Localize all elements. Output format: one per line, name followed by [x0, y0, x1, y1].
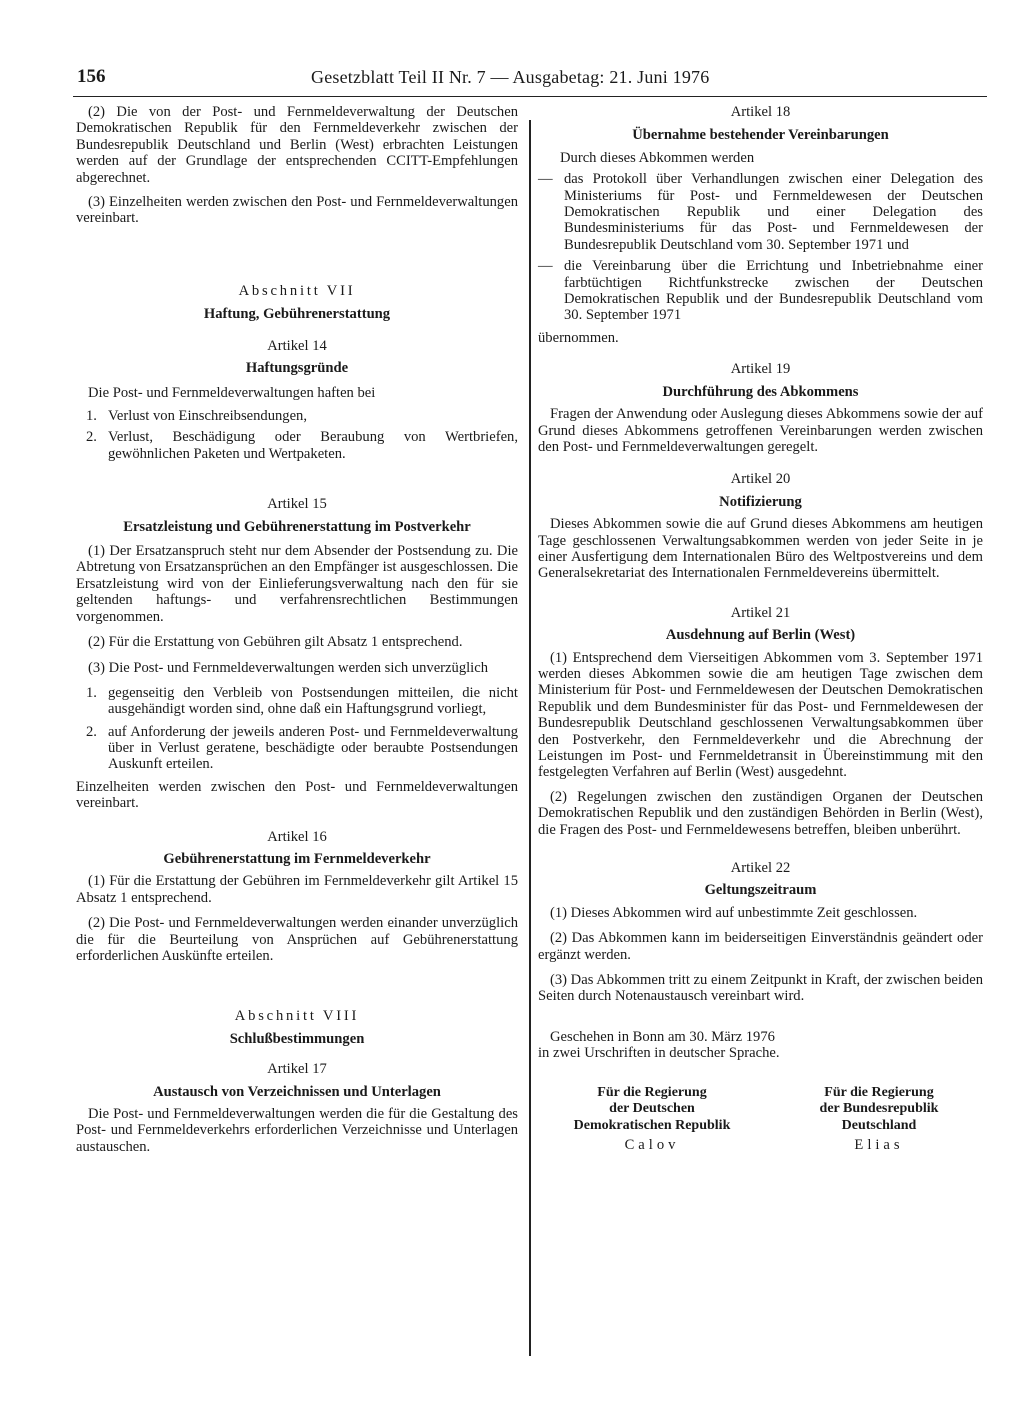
section-7-label: Abschnitt VII — [238, 282, 356, 299]
signature-block — [538, 1085, 983, 1154]
article-20-title: Notifizierung — [719, 493, 802, 510]
article-13-paragraph-2: (2) Die von der Post- und Fernmeldeverwaltung der Deutschen Demokratischen Republik für den Fernmeldeverkehr zwischen der Bundesrepublik Deutschland und Berlin (West) erbrachten Leistungen werden auf der Grundlage der entsprechenden CCITT-Empfehlungen abgerechnet. — [76, 104, 518, 186]
article-18-title: Übernahme bestehender Vereinbarungen — [632, 127, 889, 144]
article-19-title: Durchführung des Abkommens — [662, 383, 859, 400]
article-17-title: Austausch von Verzeichnissen und Unterlagen — [153, 1083, 441, 1100]
signatory-name: Calov — [624, 1137, 680, 1154]
page-number: 156 — [77, 66, 106, 87]
running-title: Gesetzblatt Teil II Nr. 7 — Ausgabetag: 21. Juni 1976 — [311, 67, 710, 87]
article-15-paragraph-2: (2) Für die Erstattung von Gebühren gilt Absatz 1 entsprechend. — [88, 633, 463, 650]
article-17-text: Die Post- und Fernmeldeverwaltungen werden die für die Gestaltung des Post- und Fernmeldeverkehrs erforderlichen Verzeichnisse und Unterlagen austauschen. — [76, 1106, 518, 1155]
article-15-title: Ersatzleistung und Gebührenerstattung im Postverkehr — [123, 518, 471, 535]
article-14-title: Haftungsgründe — [245, 360, 349, 377]
article-21-paragraph-1: (1) Entsprechend dem Vierseitigen Abkommen vom 3. September 1971 werden dieses Abkommen sowie die am heutigen Tage zwischen dem Ministerium für Post- und Fernmeldewesen der Deutschen Demokratischen Republik und dem Bundesminister für das Post- und Fernmeldewesen der Bundesrepublik Deutschland geschlossenen Verwaltungsabkommen über den Postverkehr, den Fernmeldeverkehr und die Abrechnung der Leistungen im Post- und Fernmeldetransit in Übereinstimmung mit den festgelegten Verfahren auf Berlin (West) ausgedehnt. — [538, 649, 983, 781]
article-13-paragraph-3: (3) Einzelheiten werden zwischen den Post- und Fernmeldeverwaltungen vereinbart. — [76, 194, 518, 227]
section-7-title: Haftung, Gebührenerstattung — [203, 306, 391, 323]
left-column — [76, 104, 518, 1155]
article-16-title: Gebührenerstattung im Fernmeldeverkehr — [163, 851, 431, 867]
article-18-intro: Durch dieses Abkommen werden — [560, 149, 755, 166]
list-item: — das Protokoll über Verhandlungen zwischen einer Delegation des Ministeriums für Post- und Fernmeldewesen der Deutschen Demokratischen Republik und einer Delegation des Bundesministeriums für das Post- und Fernmeldewesen der Bundesrepublik Deutschland vom 30. September 1971 und — [538, 171, 983, 253]
article-22-title: Geltungszeitraum — [704, 882, 817, 899]
article-15-paragraph-1: (1) Der Ersatzanspruch steht nur dem Absender der Postsendung zu. Die Abtretung von Ersatzansprüchen an den Empfänger ist ausgeschlossen. Die Ersatzleistung wird von der Einlieferungsverwaltung nach den für sie geltenden haftungs- und verfahrensrechtlichen Bestimmungen vorgenommen. — [76, 542, 518, 625]
article-21-title: Ausdehnung auf Berlin (West) — [665, 627, 856, 644]
article-20-label: Artikel 20 — [730, 471, 791, 488]
article-17-label: Artikel 17 — [267, 1061, 327, 1078]
article-15-closing: Einzelheiten werden zwischen den Post- und Fernmeldeverwaltungen vereinbart. — [76, 778, 518, 812]
article-16-label: Artikel 16 — [267, 828, 327, 845]
signature-gdr: Für die Regierung der Deutschen Demokratischen Republik Calov — [552, 1085, 752, 1154]
list-item: 1. Verlust von Einschreibsendungen, — [86, 407, 308, 424]
article-18-label: Artikel 18 — [730, 104, 791, 120]
section-8-title: Schlußbestimmungen — [229, 1030, 365, 1047]
article-14-intro: Die Post- und Fernmeldeverwaltungen haften bei — [88, 385, 376, 402]
article-22-paragraph-2: (2) Das Abkommen kann im beiderseitigen Einverständnis geändert oder ergänzt werden. — [538, 930, 983, 963]
article-22-paragraph-1: (1) Dieses Abkommen wird auf unbestimmte Zeit geschlossen. — [550, 904, 918, 921]
list-item: 2. auf Anforderung der jeweils anderen Post- und Fernmeldeverwaltung über in Verlust geratene, beschädigte oder beraubte Postsendungen Auskunft erteilen. — [86, 723, 518, 773]
article-15-label: Artikel 15 — [267, 496, 327, 513]
list-item: — die Vereinbarung über die Errichtung und Inbetriebnahme einer farbtüchtigen Richtfunkstrecke zwischen der Deutschen Demokratischen Republik und der Bundesrepublik Deutschland vom 30. September 1971 — [538, 258, 983, 324]
article-14-label: Artikel 14 — [267, 337, 327, 354]
signing-place-date: Geschehen in Bonn am 30. März 1976 in zwei Urschriften in deutscher Sprache. — [538, 1028, 780, 1062]
article-22-label: Artikel 22 — [730, 860, 791, 877]
column-divider — [529, 120, 531, 1356]
list-item: 2. Verlust, Beschädigung oder Beraubung von Wertbriefen, gewöhnlichen Paketen und Wertpaketen. — [86, 429, 518, 462]
section-8-label: Abschnitt VIII — [234, 1008, 360, 1025]
page-header — [73, 62, 987, 97]
article-21-paragraph-2: (2) Regelungen zwischen den zuständigen Organen der Deutschen Demokratischen Republik und den zuständigen Behörden in Berlin (West), die Fragen des Post- und Fernmeldewesens betreffen, bleiben unberührt. — [538, 788, 983, 838]
article-20-text: Dieses Abkommen sowie die auf Grund dieses Abkommens am heutigen Tage geschlossenen Verwaltungsabkommen werden von jeder Seite in je einer Ausfertigung dem Internationalen Büro des Weltpostvereins und dem Generalsekretariat des Internationalen Fernmeldevereins übermittelt. — [538, 516, 983, 582]
signature-frg: Für die Regierung der Bundesrepublik Deutschland Elias — [779, 1085, 979, 1154]
article-21-label: Artikel 21 — [730, 604, 791, 621]
article-16-paragraph-2: (2) Die Post- und Fernmeldeverwaltungen werden einander unverzüglich die für die Beurteilung von Ansprüchen auf Gebührenerstattung erforderlichen Auskünfte erteilen. — [76, 915, 518, 965]
article-15-paragraph-3: (3) Die Post- und Fernmeldeverwaltungen werden sich unverzüglich — [88, 660, 488, 677]
right-column — [538, 104, 983, 1154]
article-16-paragraph-1: (1) Für die Erstattung der Gebühren im Fernmeldeverkehr gilt Artikel 15 Absatz 1 entsprechend. — [76, 873, 518, 906]
signatory-name: Elias — [854, 1137, 904, 1154]
article-22-paragraph-3: (3) Das Abkommen tritt zu einem Zeitpunkt in Kraft, der zwischen beiden Seiten durch Notenaustausch vereinbart wird. — [538, 972, 983, 1005]
article-18-closing: übernommen. — [538, 329, 619, 346]
list-item: 1. gegenseitig den Verbleib von Postsendungen mitteilen, die nicht ausgehändigt worden sind, ohne daß ein Haftungsgrund vorliegt, — [86, 684, 518, 718]
article-19-label: Artikel 19 — [730, 361, 791, 378]
article-19-text: Fragen der Anwendung oder Auslegung dieses Abkommens sowie der auf Grund dieses Abkommens getroffenen Vereinbarungen werden zwischen den Post- und Fernmeldeverwaltungen geregelt. — [538, 406, 983, 455]
